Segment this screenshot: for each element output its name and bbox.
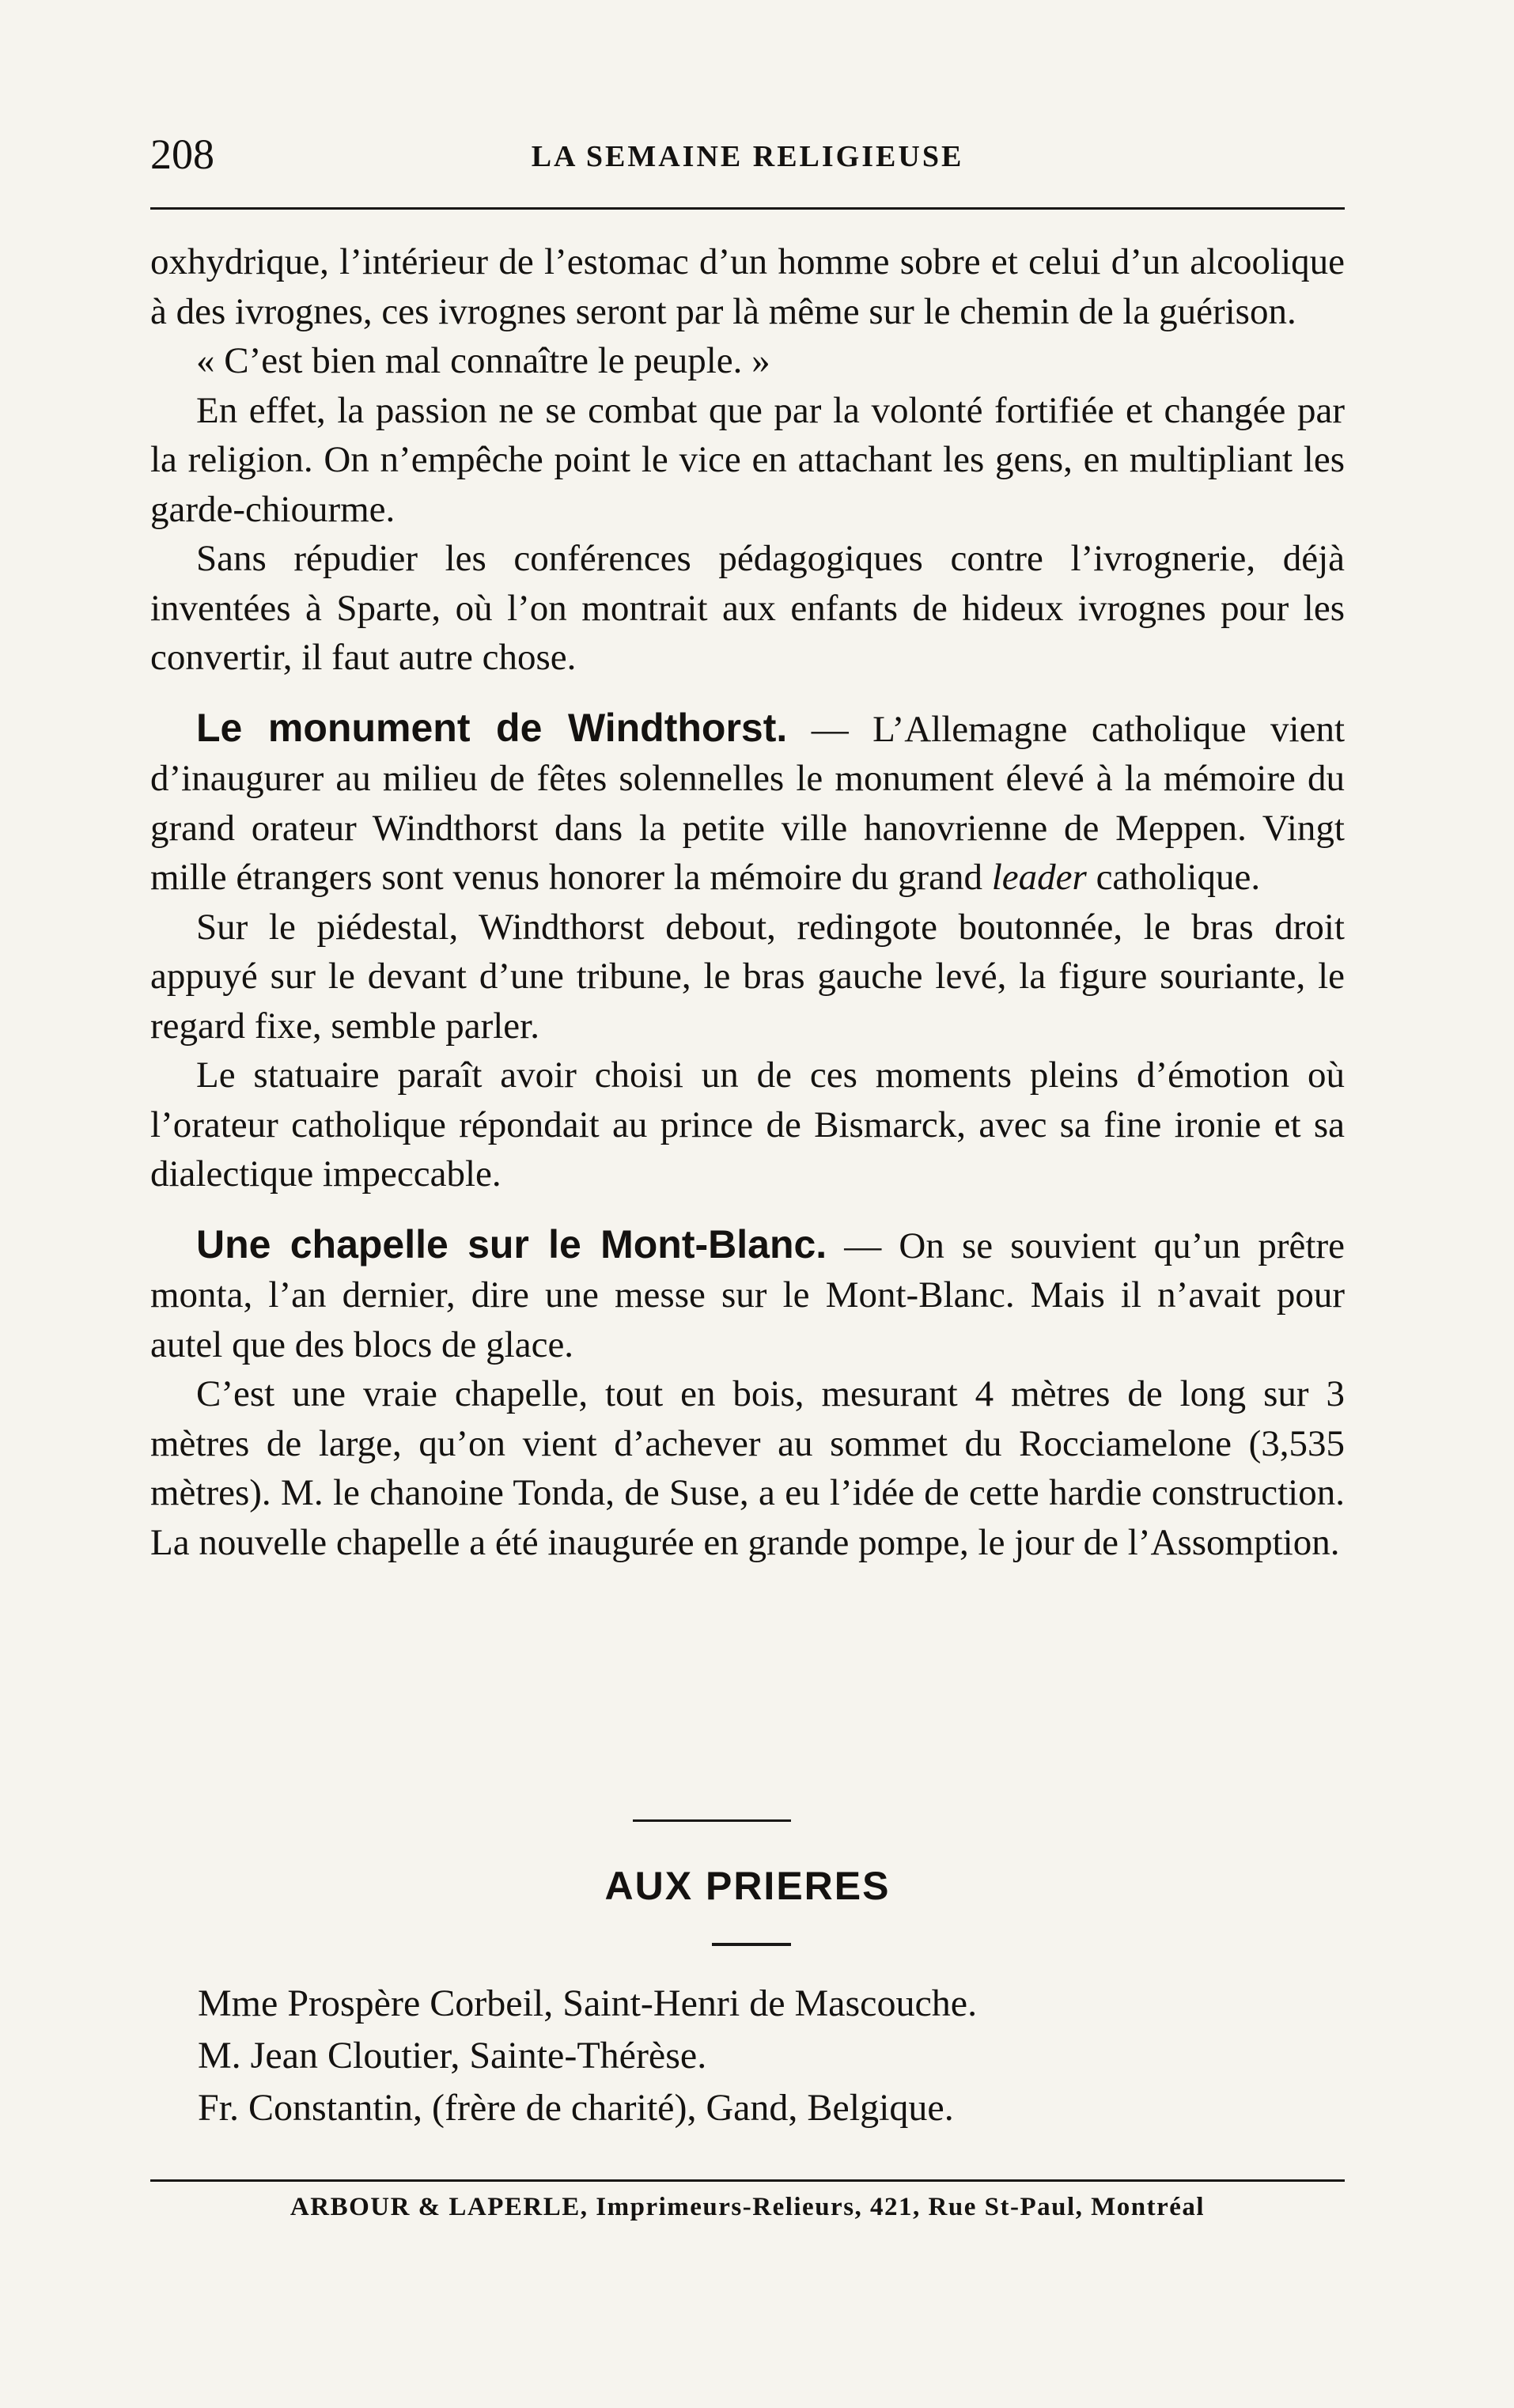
list-item: M. Jean Cloutier, Sainte-Thérèse. <box>198 2035 707 2077</box>
paragraph-quote: « C’est bien mal connaître le peuple. » <box>196 340 770 381</box>
page-number: 208 <box>150 131 214 178</box>
section-heading-windthorst: Le monument de Windthorst. <box>196 705 788 750</box>
paragraph: Le statuaire paraît avoir choisi un de ces moments pleins d’émotion où l’orateur catholique répondait au prince de Bismarck, avec sa fine ironie et sa dialectique impeccable. <box>150 1054 1345 1195</box>
section-chapelle <box>150 1220 1345 1370</box>
section-text: — L’Allemagne catholique vient d’inaugurer au milieu de fêtes solennelles le monument élevé à la mémoire du grand orateur Windthorst dans la petite ville hanovrienne de Meppen. Vingt mille étrangers sont venus honorer la mémoire du grand <box>150 708 1346 898</box>
prayers-title: AUX PRIERES <box>604 1864 891 1908</box>
paragraph: Sans répudier les conférences pédagogiques contre l’ivrognerie, déjà inventées à Sparte, où l’on montrait aux enfants de hideux ivrognes pour les convertir, il faut autre chose. <box>150 538 1345 678</box>
paragraph-continuation: oxhydrique, l’intérieur de l’estomac d’un homme sobre et celui d’un alcoolique à des ivrognes, ces ivrognes seront par là même sur le chemin de la guérison. <box>150 241 1345 332</box>
header-rule <box>150 207 1345 210</box>
paragraph: C’est une vraie chapelle, tout en bois, mesurant 4 mètres de long sur 3 mètres de large, qu’on vient d’achever au sommet du Rocciamelone (3,535 mètres). M. le chanoine Tonda, de Suse, a eu l’idée de cette hardie construction. La nouvelle chapelle a été inaugurée en grande pompe, le jour de l’Assomption. <box>150 1373 1345 1563</box>
running-title: LA SEMAINE RELIGIEUSE <box>531 140 964 173</box>
list-item: Mme Prospère Corbeil, Saint-Henri de Mascouche. <box>198 1982 978 2024</box>
section-text: — On se souvient qu’un prêtre monta, l’an dernier, dire une messe sur le Mont-Blanc. Mais il n’avait pour autel que des blocs de glace. <box>150 1225 1345 1365</box>
italic-leader: leader <box>991 857 1087 898</box>
paragraph: Sur le piédestal, Windthorst debout, redingote boutonnée, le bras droit appuyé sur le devant d’une tribune, le bras gauche levé, la figure souriante, le regard fixe, semble parler. <box>150 906 1345 1047</box>
footer-rule <box>150 2179 1345 2182</box>
page-header <box>150 127 1345 182</box>
paragraph: En effet, la passion ne se combat que par la volonté fortifiée et changée par la religion. On n’empêche point le vice en attachant les gens, en multipliant les garde-chiourme. <box>150 389 1345 530</box>
prayer-list <box>198 1978 1305 2134</box>
list-item: Fr. Constantin, (frère de charité), Gand, Belgique. <box>198 2087 954 2129</box>
printer-imprint: ARBOUR & LAPERLE, Imprimeurs-Relieurs, 421, Rue St-Paul, Montréal <box>290 2193 1206 2221</box>
article-body <box>150 237 1345 1567</box>
section-divider <box>633 1819 791 1822</box>
section-windthorst <box>150 703 1345 903</box>
section-text-end: catholique. <box>1086 857 1261 898</box>
section-heading-chapelle: Une chapelle sur le Mont-Blanc. <box>196 1221 827 1266</box>
title-underline <box>712 1943 791 1946</box>
